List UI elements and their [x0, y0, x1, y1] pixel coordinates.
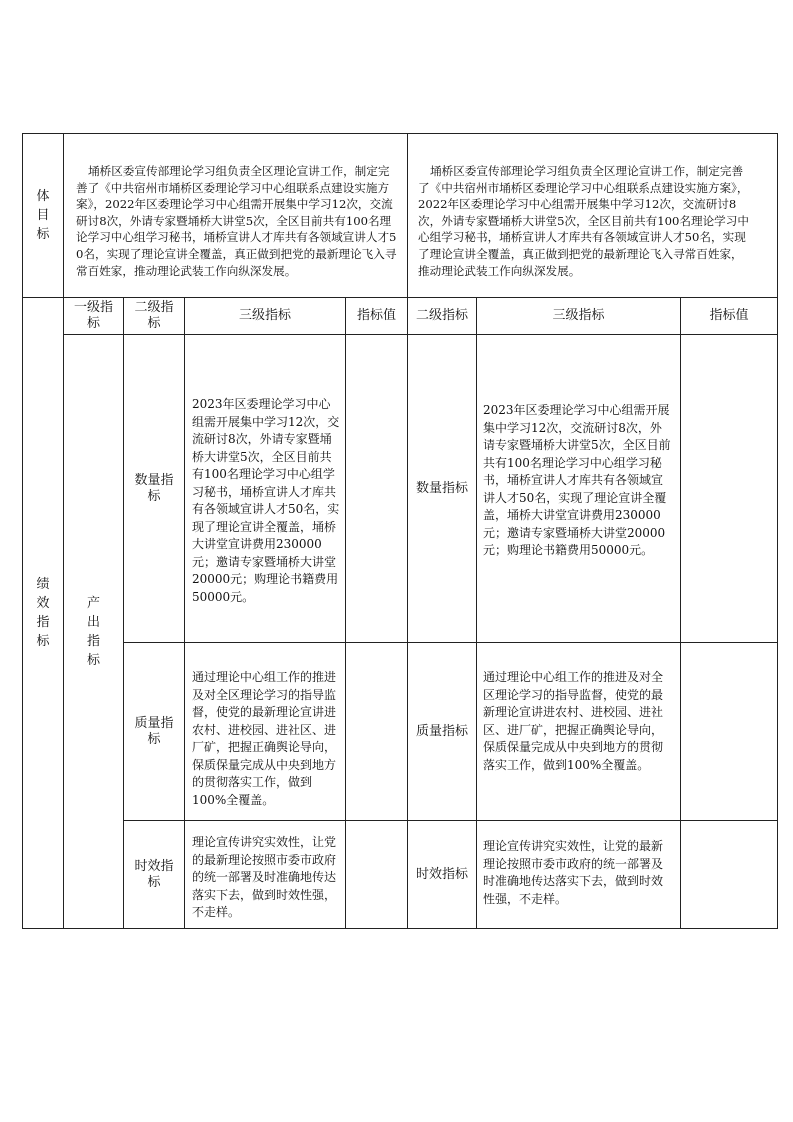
table-right-border [777, 133, 778, 929]
row-quantity-value-right [681, 335, 777, 642]
row-quantity-level2: 数量指标 [134, 472, 174, 504]
level1-output-label: 产出指标 [86, 595, 100, 668]
row-quality-level3-right: 通过理论中心组工作的推进及对全区理论学习的指导监督，使党的最新理论宣讲进农村、进校园、进社区、进厂矿，把握正确舆论导向，保质保量完成从中央到地方的贯彻落实工作，做到100%全覆盖。 [483, 670, 664, 772]
row-quality-value-left [346, 643, 407, 820]
indicators-label: 绩效指标 [36, 577, 50, 649]
row-quantity-value-left [346, 335, 407, 642]
header-value: 指标值 [356, 308, 396, 323]
table-top-border [22, 133, 777, 134]
header-level2-right: 二级指标 [415, 308, 468, 323]
header-level2: 二级指标 [134, 300, 174, 331]
goal-label-cell [23, 134, 63, 297]
row-timeliness-value-right [681, 821, 777, 928]
header-value-right: 指标值 [709, 308, 749, 323]
goal-text-left: 埇桥区委宣传部理论学习组负责全区理论宣讲工作，制定完善了《中共宿州市埇桥区委理论学习中心组联系点建设实施方案》，2022年区委理论学习中心组需开展集中学习12次，交流研讨8次，外请专家暨埇桥大讲堂5次，全区目前共有100名理论学习中心组学习秘书，埇桥宣讲人才库共有各领域宣讲人才50名，实现了理论宣讲全覆盖，真正做到把党的最新理论飞入寻常百姓家，推动理论武装工作向纵深发展。 [76, 164, 397, 278]
indicators-label-cell [23, 298, 63, 928]
header-level3: 三级指标 [238, 308, 291, 323]
row-quality-level3-left: 通过理论中心组工作的推进及对全区理论学习的指导监督，使党的最新理论宣讲进农村、进校园、进社区、进厂矿，把握正确舆论导向，保质保量完成从中央到地方的贯彻落实工作，做到100%全覆盖。 [192, 670, 337, 807]
row-quantity-level3-left: 2023年区委理论学习中心组需开展集中学习12次，交流研讨8次，外请专家暨埇桥大讲堂5次，全区目前共有100名理论学习中心组学习秘书，埇桥宣讲人才库共有各领域宣讲人才50名，实现了理论宣讲全覆盖，埇桥大讲堂宣讲费用230000元；邀请专家暨埇桥大讲堂20000元；购理论书籍费用50000元。 [192, 397, 340, 604]
header-level3-right: 三级指标 [552, 308, 605, 323]
row-timeliness-level2-right: 时效指标 [415, 866, 468, 882]
row-quantity-level3-right: 2023年区委理论学习中心组需开展集中学习12次，交流研讨8次，外请专家暨埇桥大讲堂5次，全区目前共有100名理论学习中心组学习秘书，埇桥宣讲人才库共有各领域宣讲人才50名，实现了理论宣讲全覆盖，埇桥大讲堂宣讲费用230000元；邀请专家暨埇桥大讲堂20000元；购理论书籍费用50000元。 [483, 403, 671, 557]
level2-col-border [184, 297, 185, 929]
table-bottom-border [22, 928, 777, 929]
goal-label: 体目标 [36, 189, 50, 242]
row-timeliness-level3-right: 理论宣传讲究实效性，让党的最新理论按照市委市政府的统一部署及时准确地传达落实下去，做到时效性强，不走样。 [483, 839, 664, 906]
level1-output-cell [64, 335, 123, 928]
row-quality-level2-right: 质量指标 [415, 723, 468, 739]
goal-text-right: 埇桥区委宣传部理论学习组负责全区理论宣讲工作，制定完善了《中共宿州市埇桥区委理论学习中心组联系点建设实施方案》，2022年区委理论学习中心组需开展集中学习12次，交流研讨8次，外请专家暨埇桥大讲堂5次，全区目前共有100名理论学习中心组学习秘书，埇桥宣讲人才库共有各领域宣讲人才50名，实现了理论宣讲全覆盖，真正做到把党的最新理论飞入寻常百姓家，推动理论武装工作向纵深发展。 [418, 164, 749, 278]
level2r-col-border [476, 297, 477, 929]
row-timeliness-level2: 时效指标 [134, 858, 174, 890]
row-quality-level2: 质量指标 [134, 715, 174, 747]
header-level1: 一级指标 [73, 300, 113, 331]
row-quantity-level2-right: 数量指标 [415, 480, 468, 496]
row-timeliness-level3-left: 理论宣传讲究实效性，让党的最新理论按照市委市政府的统一部署及时准确地传达落实下去，做到时效性强，不走样。 [192, 835, 337, 919]
row-quality-value-right [681, 643, 777, 820]
row-timeliness-value-left [346, 821, 407, 928]
